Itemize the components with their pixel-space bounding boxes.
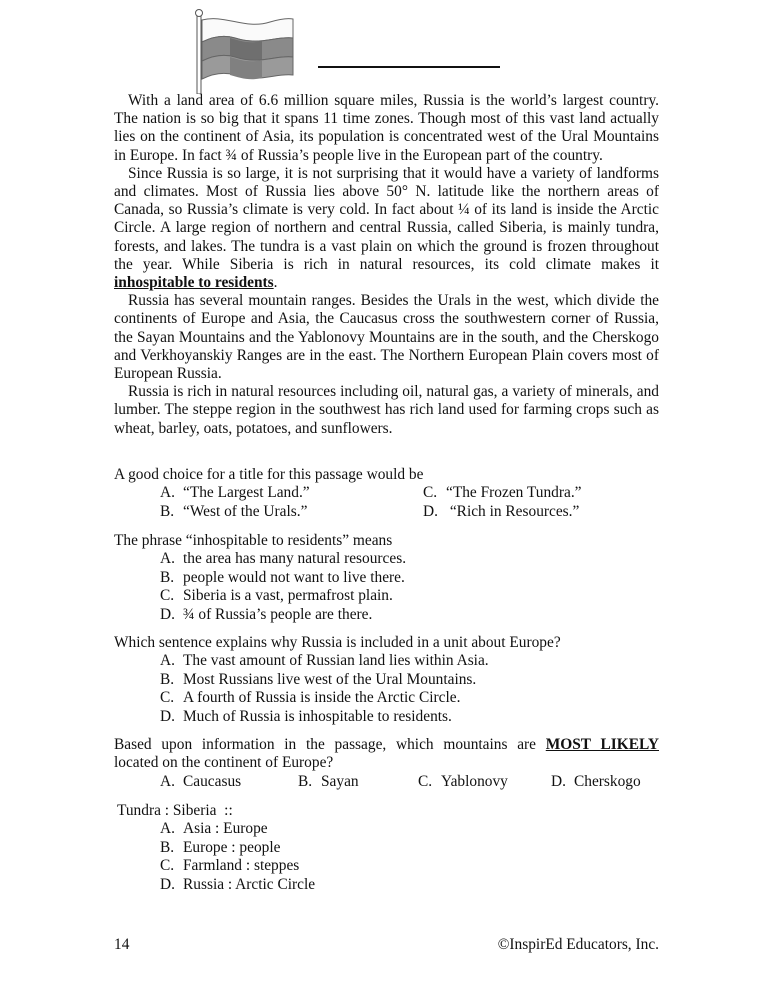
answer-options: [114, 652, 659, 726]
question-stem-line-1: [114, 736, 659, 754]
option-b[interactable]: [114, 671, 659, 689]
question-3: [114, 634, 659, 726]
option-b[interactable]: [114, 839, 662, 857]
page-number: 14: [114, 936, 130, 953]
option-a[interactable]: [160, 484, 423, 502]
option-letter: C.: [423, 484, 438, 502]
option-letter: A.: [160, 550, 175, 568]
option-letter: C.: [160, 587, 175, 605]
option-letter: C.: [160, 857, 175, 875]
option-text: Sayan: [321, 772, 359, 790]
emphasized-phrase: MOST LIKELY: [545, 736, 659, 753]
option-letter: D.: [160, 707, 175, 725]
question-stem-line-2: located on the continent of Europe?: [114, 754, 334, 772]
name-blank-line: [318, 66, 500, 68]
passage-paragraph-2: [114, 165, 659, 292]
option-letter: B.: [298, 772, 313, 790]
answer-options: [114, 484, 659, 521]
option-text: Asia : Europe: [183, 820, 268, 838]
option-c[interactable]: [418, 773, 551, 791]
option-text: Most Russians live west of the Ural Mountains.: [183, 670, 477, 688]
option-b[interactable]: [298, 773, 418, 791]
option-d[interactable]: [551, 773, 641, 791]
option-letter: B.: [160, 670, 175, 688]
question-1: [114, 466, 659, 521]
option-text: the area has many natural resources.: [183, 550, 407, 568]
option-letter: D.: [160, 605, 175, 623]
passage-paragraph-3: Russia has several mountain ranges. Besides the Urals in the west, which divide the continents of Europe and Asia, the Caucasus cross the southwestern corner of Russia, the Sayan Mountains and the Yablonovy Mountains are in the south, and the Cherskogo and Verkhoyanskiy Ranges are in the east. The Northern European Plain covers most of European Russia.: [114, 292, 659, 383]
russian-flag-icon: [190, 8, 300, 94]
option-text: Europe : people: [183, 838, 281, 856]
option-letter: D.: [551, 772, 566, 790]
option-letter: A.: [160, 772, 175, 790]
option-text: Yablonovy: [441, 772, 508, 790]
option-c[interactable]: [114, 689, 659, 707]
option-d[interactable]: [114, 606, 659, 624]
option-a[interactable]: [114, 550, 659, 568]
option-letter: C.: [160, 689, 175, 707]
paragraph-2-text: Since Russia is so large, it is not surprising that it would have a variety of landforms and climates. Most of Russia lies above 50° N. latitude like the northern areas of Canada, so Russia’s climate is very cold. In fact about ¼ of its land is inside the Arctic Circle. A large region of northern and central Russia, called Siberia, is mainly tundra, forests, and lakes. The tundra is a vast plain on which the ground is frozen throughout the year. While Siberia is rich in natural resources, its cold climate makes it: [114, 164, 659, 273]
option-d[interactable]: [114, 876, 662, 894]
option-text: “West of the Urals.”: [183, 502, 308, 520]
question-stem: A good choice for a title for this passage would be: [114, 466, 424, 483]
question-stem: The phrase “inhospitable to residents” means: [114, 532, 393, 549]
emphasized-phrase: inhospitable to residents: [114, 274, 274, 292]
option-text: people would not want to live there.: [183, 568, 405, 586]
option-letter: B.: [160, 838, 175, 856]
option-text: Much of Russia is inhospitable to residents.: [183, 707, 452, 725]
copyright-notice: ©InspirEd Educators, Inc.: [497, 936, 659, 953]
question-stem: Tundra : Siberia ::: [117, 802, 233, 819]
option-text: Farmland : steppes: [183, 857, 300, 875]
option-c[interactable]: [114, 857, 662, 875]
option-letter: A.: [160, 652, 175, 670]
option-letter: A.: [160, 484, 175, 502]
question-4: [114, 736, 659, 791]
answer-options: [114, 550, 659, 624]
option-text: “The Frozen Tundra.”: [446, 484, 582, 502]
option-text: Siberia is a vast, permafrost plain.: [183, 587, 393, 605]
option-c[interactable]: [114, 587, 659, 605]
answer-options: [114, 773, 659, 791]
stem-text: Based upon information in the passage, which mountains are: [114, 736, 546, 753]
option-letter: B.: [160, 568, 175, 586]
option-text: “Rich in Resources.”: [446, 502, 580, 520]
passage-paragraph-1: With a land area of 6.6 million square miles, Russia is the world’s largest country. The nation is so big that it spans 11 time zones. Though most of this vast land actually lies on the continent of Asia, its population is concentrated west of the Ural Mountains in Europe. In fact ¾ of Russia’s people live in the European part of the country.: [114, 92, 659, 164]
option-letter: A.: [160, 820, 175, 838]
option-a[interactable]: [160, 773, 298, 791]
option-c[interactable]: [423, 484, 643, 502]
option-text: Russia : Arctic Circle: [183, 875, 316, 893]
option-d[interactable]: [114, 708, 659, 726]
answer-options: [114, 820, 662, 894]
option-b[interactable]: [160, 503, 423, 521]
option-letter: D.: [423, 502, 438, 520]
passage-paragraph-4: Russia is rich in natural resources including oil, natural gas, a variety of minerals, and lumber. The steppe region in the southwest has rich land used for farming crops such as wheat, barley, oats, potatoes, and sunflowers.: [114, 383, 659, 437]
option-text: A fourth of Russia is inside the Arctic Circle.: [183, 689, 461, 707]
option-a[interactable]: [114, 820, 662, 838]
option-text: Cherskogo: [574, 772, 641, 790]
option-text: The vast amount of Russian land lies within Asia.: [183, 652, 489, 670]
reading-passage: [114, 92, 659, 438]
page-footer: [114, 936, 659, 954]
option-letter: D.: [160, 875, 175, 893]
paragraph-2-end: .: [273, 274, 278, 292]
option-letter: C.: [418, 772, 433, 790]
option-b[interactable]: [114, 569, 659, 587]
question-5: [117, 802, 662, 894]
option-letter: B.: [160, 502, 175, 520]
option-a[interactable]: [114, 652, 659, 670]
option-d[interactable]: [423, 503, 643, 521]
question-2: [114, 532, 659, 624]
option-text: ¾ of Russia’s people are there.: [183, 605, 373, 623]
option-text: “The Largest Land.”: [183, 484, 310, 502]
option-text: Caucasus: [183, 772, 242, 790]
question-stem: Which sentence explains why Russia is included in a unit about Europe?: [114, 634, 561, 651]
